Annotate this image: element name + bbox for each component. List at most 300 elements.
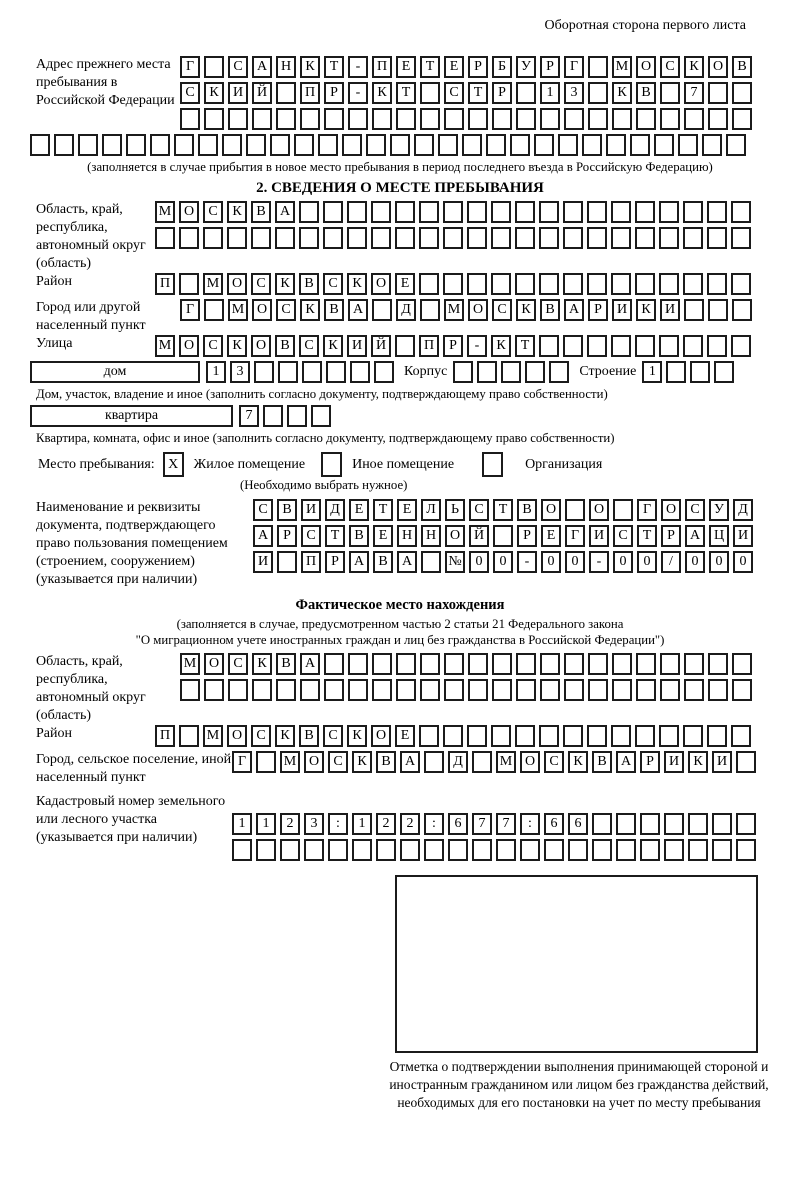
form-cell: О	[204, 653, 224, 675]
form-cell	[228, 679, 248, 701]
form-cell: Ь	[445, 499, 465, 521]
form-cell	[477, 361, 497, 383]
form-cell	[302, 361, 322, 383]
form-cell	[707, 335, 727, 357]
checkbox-organization[interactable]	[482, 452, 503, 477]
form-cell: 1	[206, 361, 226, 383]
form-cell: :	[424, 813, 444, 835]
form-cell: М	[180, 653, 200, 675]
form-cell: 0	[709, 551, 729, 573]
form-cell: М	[155, 335, 175, 357]
stroenie-label: Строение	[579, 364, 637, 379]
form-cell	[396, 653, 416, 675]
form-cell	[246, 134, 266, 156]
form-cell	[611, 725, 631, 747]
form-cell: В	[517, 499, 537, 521]
form-cell: К	[636, 299, 656, 321]
form-cell: Т	[637, 525, 657, 547]
actual-location-note-1: (заполняется в случае, предусмотренном частью 2 статьи 21 Федерального закона	[176, 617, 624, 631]
form-cell: Й	[371, 335, 391, 357]
form-cell	[539, 725, 559, 747]
form-cell: С	[228, 653, 248, 675]
form-cell: В	[732, 56, 752, 78]
form-cell: Р	[324, 82, 344, 104]
form-cell: И	[228, 82, 248, 104]
form-cell: П	[301, 551, 321, 573]
form-cell	[467, 273, 487, 295]
form-cell: Е	[395, 273, 415, 295]
form-cell: О	[541, 499, 561, 521]
form-cell: М	[203, 725, 223, 747]
form-cell	[324, 653, 344, 675]
actual-region-row-2[interactable]	[180, 679, 756, 701]
form-cell	[563, 335, 583, 357]
option-organization-label: Организация	[525, 456, 603, 472]
form-cell	[635, 335, 655, 357]
form-cell	[443, 725, 463, 747]
confirmation-mark-box	[395, 875, 758, 1053]
form-cell: -	[348, 82, 368, 104]
form-cell	[280, 839, 300, 861]
form-cell	[611, 227, 631, 249]
prev-address-row-4[interactable]	[30, 134, 800, 156]
form-cell	[678, 134, 698, 156]
form-cell	[539, 273, 559, 295]
form-cell: С	[299, 335, 319, 357]
form-cell	[563, 227, 583, 249]
form-cell	[328, 839, 348, 861]
form-cell	[731, 725, 751, 747]
form-cell	[276, 82, 296, 104]
cadastral-row-1[interactable]	[232, 813, 760, 835]
form-cell: С	[323, 273, 343, 295]
form-cell: 0	[613, 551, 633, 573]
form-cell	[592, 813, 612, 835]
form-cell: 1	[256, 813, 276, 835]
form-cell	[453, 361, 473, 383]
form-cell	[587, 725, 607, 747]
form-cell: К	[252, 653, 272, 675]
form-cell: Г	[637, 499, 657, 521]
street-label: Улица	[36, 336, 73, 351]
form-cell: О	[445, 525, 465, 547]
form-cell	[256, 839, 276, 861]
form-cell: И	[712, 751, 732, 773]
form-cell	[635, 273, 655, 295]
form-cell: 3	[304, 813, 324, 835]
form-cell	[467, 725, 487, 747]
form-cell: Г	[180, 56, 200, 78]
form-cell: В	[275, 335, 295, 357]
form-cell: Д	[733, 499, 753, 521]
form-cell	[635, 201, 655, 223]
form-cell	[424, 839, 444, 861]
form-cell	[468, 653, 488, 675]
form-cell: К	[612, 82, 632, 104]
form-cell: 2	[280, 813, 300, 835]
form-cell	[252, 108, 272, 130]
form-cell: 6	[544, 813, 564, 835]
form-cell: В	[299, 273, 319, 295]
actual-district-block	[0, 725, 800, 751]
actual-city-row[interactable]	[232, 751, 760, 773]
district-block	[0, 273, 800, 299]
form-cell: М	[203, 273, 223, 295]
checkbox-residential[interactable]: X	[163, 452, 184, 477]
house-number-cells[interactable]	[206, 361, 398, 383]
stroenie-cells[interactable]	[642, 361, 738, 383]
form-cell	[736, 751, 756, 773]
form-cell: У	[709, 499, 729, 521]
form-cell	[420, 108, 440, 130]
form-cell	[299, 201, 319, 223]
form-cell: О	[520, 751, 540, 773]
form-cell	[592, 839, 612, 861]
cadastral-grid	[232, 813, 760, 865]
form-cell: 0	[469, 551, 489, 573]
form-cell	[444, 653, 464, 675]
form-cell	[539, 227, 559, 249]
form-cell	[564, 653, 584, 675]
form-cell: К	[491, 335, 511, 357]
form-cell	[516, 108, 536, 130]
form-cell	[366, 134, 386, 156]
form-cell: К	[684, 56, 704, 78]
region-grid	[155, 201, 755, 253]
city-row[interactable]	[180, 299, 756, 321]
form-cell	[683, 335, 703, 357]
form-cell	[78, 134, 98, 156]
form-cell	[688, 839, 708, 861]
form-cell	[563, 273, 583, 295]
form-cell	[496, 839, 516, 861]
form-cell: Д	[396, 299, 416, 321]
form-cell	[179, 725, 199, 747]
form-cell: Р	[325, 551, 345, 573]
form-cell	[582, 134, 602, 156]
form-cell: С	[253, 499, 273, 521]
street-block	[0, 335, 800, 361]
form-cell: О	[252, 299, 272, 321]
form-cell	[395, 227, 415, 249]
form-cell: Н	[397, 525, 417, 547]
form-cell	[516, 679, 536, 701]
form-cell: 2	[376, 813, 396, 835]
form-cell: 3	[230, 361, 250, 383]
form-cell: О	[304, 751, 324, 773]
form-cell: 1	[232, 813, 252, 835]
form-cell: Т	[324, 56, 344, 78]
form-cell: М	[280, 751, 300, 773]
form-cell: К	[352, 751, 372, 773]
form-cell	[444, 108, 464, 130]
form-cell	[390, 134, 410, 156]
form-cell	[419, 227, 439, 249]
form-cell	[372, 653, 392, 675]
form-cell: Т	[396, 82, 416, 104]
form-cell	[707, 201, 727, 223]
form-cell: 0	[733, 551, 753, 573]
form-cell	[736, 839, 756, 861]
form-cell: 0	[637, 551, 657, 573]
form-cell	[204, 108, 224, 130]
form-cell: И	[589, 525, 609, 547]
form-cell	[419, 725, 439, 747]
form-cell: О	[661, 499, 681, 521]
form-cell	[352, 839, 372, 861]
form-cell	[612, 653, 632, 675]
form-cell	[324, 679, 344, 701]
prev-address-note: (заполняется в случае прибытия в новое место пребывания в период последнего въезда в Российскую Федерацию)	[87, 160, 713, 174]
form-cell: В	[349, 525, 369, 547]
form-cell: И	[612, 299, 632, 321]
form-cell	[468, 679, 488, 701]
form-cell: С	[301, 525, 321, 547]
actual-region-row-1[interactable]	[180, 653, 756, 675]
form-cell: С	[469, 499, 489, 521]
form-cell	[726, 134, 746, 156]
form-cell: А	[252, 56, 272, 78]
document-row-2[interactable]	[253, 525, 757, 547]
form-cell	[708, 653, 728, 675]
form-cell: 7	[472, 813, 492, 835]
region-row-2[interactable]	[155, 227, 755, 249]
form-cell	[636, 653, 656, 675]
form-cell	[659, 335, 679, 357]
actual-city-label: Город, сельское поселение, иной населенный пункт	[36, 752, 232, 785]
form-cell	[472, 751, 492, 773]
form-cell	[424, 751, 444, 773]
form-cell: О	[227, 725, 247, 747]
form-cell	[419, 273, 439, 295]
form-cell: Р	[540, 56, 560, 78]
form-cell: Р	[443, 335, 463, 357]
form-cell: П	[300, 82, 320, 104]
corner-note: Оборотная сторона первого листа	[544, 18, 746, 33]
actual-region-label: Область, край, республика, автономный округ (область)	[36, 654, 146, 723]
form-cell	[254, 361, 274, 383]
form-cell	[420, 82, 440, 104]
cadastral-row-2[interactable]	[232, 839, 760, 861]
checkbox-other-premises[interactable]	[321, 452, 342, 477]
form-cell: 7	[239, 405, 259, 427]
form-cell	[420, 653, 440, 675]
form-cell	[421, 551, 441, 573]
form-cell	[540, 679, 560, 701]
form-cell	[612, 679, 632, 701]
form-cell	[468, 108, 488, 130]
form-cell	[54, 134, 74, 156]
cadastral-label: Кадастровый номер земельного или лесного участка (указывается при наличии)	[36, 794, 226, 845]
form-cell: Г	[180, 299, 200, 321]
form-cell: С	[180, 82, 200, 104]
form-cell	[707, 273, 727, 295]
form-cell: Д	[325, 499, 345, 521]
form-cell	[565, 499, 585, 521]
form-cell: Е	[395, 725, 415, 747]
form-cell	[664, 813, 684, 835]
form-cell: А	[685, 525, 705, 547]
form-cell	[558, 134, 578, 156]
form-cell	[683, 273, 703, 295]
form-cell	[155, 227, 175, 249]
form-cell	[659, 227, 679, 249]
form-cell	[348, 679, 368, 701]
form-cell: У	[516, 56, 536, 78]
form-cell	[660, 108, 680, 130]
form-cell	[549, 361, 569, 383]
option-other-premises-label: Иное помещение	[352, 456, 455, 472]
region-row-1[interactable]	[155, 201, 755, 223]
prev-address-row-1[interactable]	[180, 56, 756, 78]
form-cell: Т	[420, 56, 440, 78]
form-cell	[419, 201, 439, 223]
district-label: Район	[36, 274, 72, 289]
form-cell: С	[444, 82, 464, 104]
form-cell: А	[300, 653, 320, 675]
form-cell	[563, 201, 583, 223]
form-cell	[684, 108, 704, 130]
form-cell: В	[277, 499, 297, 521]
form-cell	[708, 679, 728, 701]
form-cell	[659, 725, 679, 747]
form-cell	[263, 405, 283, 427]
street-row[interactable]	[155, 335, 755, 357]
form-cell	[587, 273, 607, 295]
form-cell	[492, 108, 512, 130]
form-cell: Д	[448, 751, 468, 773]
form-cell	[516, 653, 536, 675]
form-cell: К	[275, 725, 295, 747]
form-cell	[520, 839, 540, 861]
form-cell: В	[636, 82, 656, 104]
form-cell	[564, 108, 584, 130]
document-row-1[interactable]	[253, 499, 757, 521]
form-cell	[347, 227, 367, 249]
form-cell: О	[251, 335, 271, 357]
form-cell: Т	[515, 335, 535, 357]
form-cell	[732, 299, 752, 321]
document-row-3[interactable]	[253, 551, 757, 573]
form-cell	[462, 134, 482, 156]
form-cell	[563, 725, 583, 747]
form-cell	[376, 839, 396, 861]
form-cell: В	[251, 201, 271, 223]
form-cell: О	[371, 725, 391, 747]
form-cell	[472, 839, 492, 861]
form-cell: С	[276, 299, 296, 321]
district-row[interactable]	[155, 273, 755, 295]
form-cell: О	[636, 56, 656, 78]
form-cell	[707, 227, 727, 249]
form-cell	[299, 227, 319, 249]
form-cell: С	[203, 335, 223, 357]
form-cell: К	[347, 273, 367, 295]
form-cell	[30, 134, 50, 156]
form-cell	[311, 405, 331, 427]
form-cell	[659, 273, 679, 295]
form-cell: Б	[492, 56, 512, 78]
form-cell	[683, 201, 703, 223]
form-cell	[630, 134, 650, 156]
region-label: Область, край, республика, автономный округ (область)	[36, 202, 146, 271]
form-cell: С	[613, 525, 633, 547]
stay-type-label: Место пребывания:	[38, 456, 155, 472]
form-cell	[660, 653, 680, 675]
form-cell	[539, 201, 559, 223]
form-cell: :	[328, 813, 348, 835]
prev-address-grid	[180, 56, 756, 134]
form-cell: А	[349, 551, 369, 573]
form-cell	[204, 679, 224, 701]
document-block	[0, 499, 800, 589]
korpus-cells[interactable]	[453, 361, 573, 383]
form-cell: Р	[661, 525, 681, 547]
prev-address-row-2[interactable]	[180, 82, 756, 104]
document-label: Наименование и реквизиты документа, подтверждающего право пользования помещением (строением, сооружением) (указывается при наличии)	[36, 500, 228, 587]
apartment-cells[interactable]	[239, 405, 335, 427]
actual-district-label: Район	[36, 726, 72, 741]
form-cell: 0	[541, 551, 561, 573]
form-cell: К	[347, 725, 367, 747]
prev-address-row-3[interactable]	[180, 108, 756, 130]
form-cell	[348, 653, 368, 675]
form-cell	[491, 201, 511, 223]
form-cell	[180, 108, 200, 130]
form-cell: Н	[421, 525, 441, 547]
form-cell: С	[544, 751, 564, 773]
form-cell	[611, 273, 631, 295]
form-cell	[444, 679, 464, 701]
form-cell	[666, 361, 686, 383]
form-cell	[606, 134, 626, 156]
form-cell	[683, 725, 703, 747]
form-cell	[544, 839, 564, 861]
form-cell	[371, 201, 391, 223]
form-cell	[515, 273, 535, 295]
form-cell	[588, 82, 608, 104]
form-cell	[294, 134, 314, 156]
form-cell	[372, 679, 392, 701]
form-cell: Е	[444, 56, 464, 78]
actual-district-row[interactable]	[155, 725, 755, 747]
form-cell	[395, 335, 415, 357]
form-cell	[318, 134, 338, 156]
form-cell	[371, 227, 391, 249]
form-cell: №	[445, 551, 465, 573]
form-cell	[588, 653, 608, 675]
form-cell	[664, 839, 684, 861]
form-cell: П	[372, 56, 392, 78]
form-cell: 1	[540, 82, 560, 104]
form-cell	[616, 839, 636, 861]
form-cell	[493, 525, 513, 547]
document-grid	[253, 499, 757, 577]
form-cell: О	[371, 273, 391, 295]
apartment-row	[30, 405, 800, 431]
form-cell: К	[372, 82, 392, 104]
form-cell	[270, 134, 290, 156]
form-cell	[150, 134, 170, 156]
house-note: Дом, участок, владение и иное (заполнить согласно документу, подтверждающему право собственности)	[36, 387, 608, 401]
form-cell: Ц	[709, 525, 729, 547]
form-cell: С	[660, 56, 680, 78]
form-cell	[491, 227, 511, 249]
form-cell: О	[468, 299, 488, 321]
form-cell: К	[323, 335, 343, 357]
prev-address-block	[0, 56, 800, 134]
form-cell	[203, 227, 223, 249]
